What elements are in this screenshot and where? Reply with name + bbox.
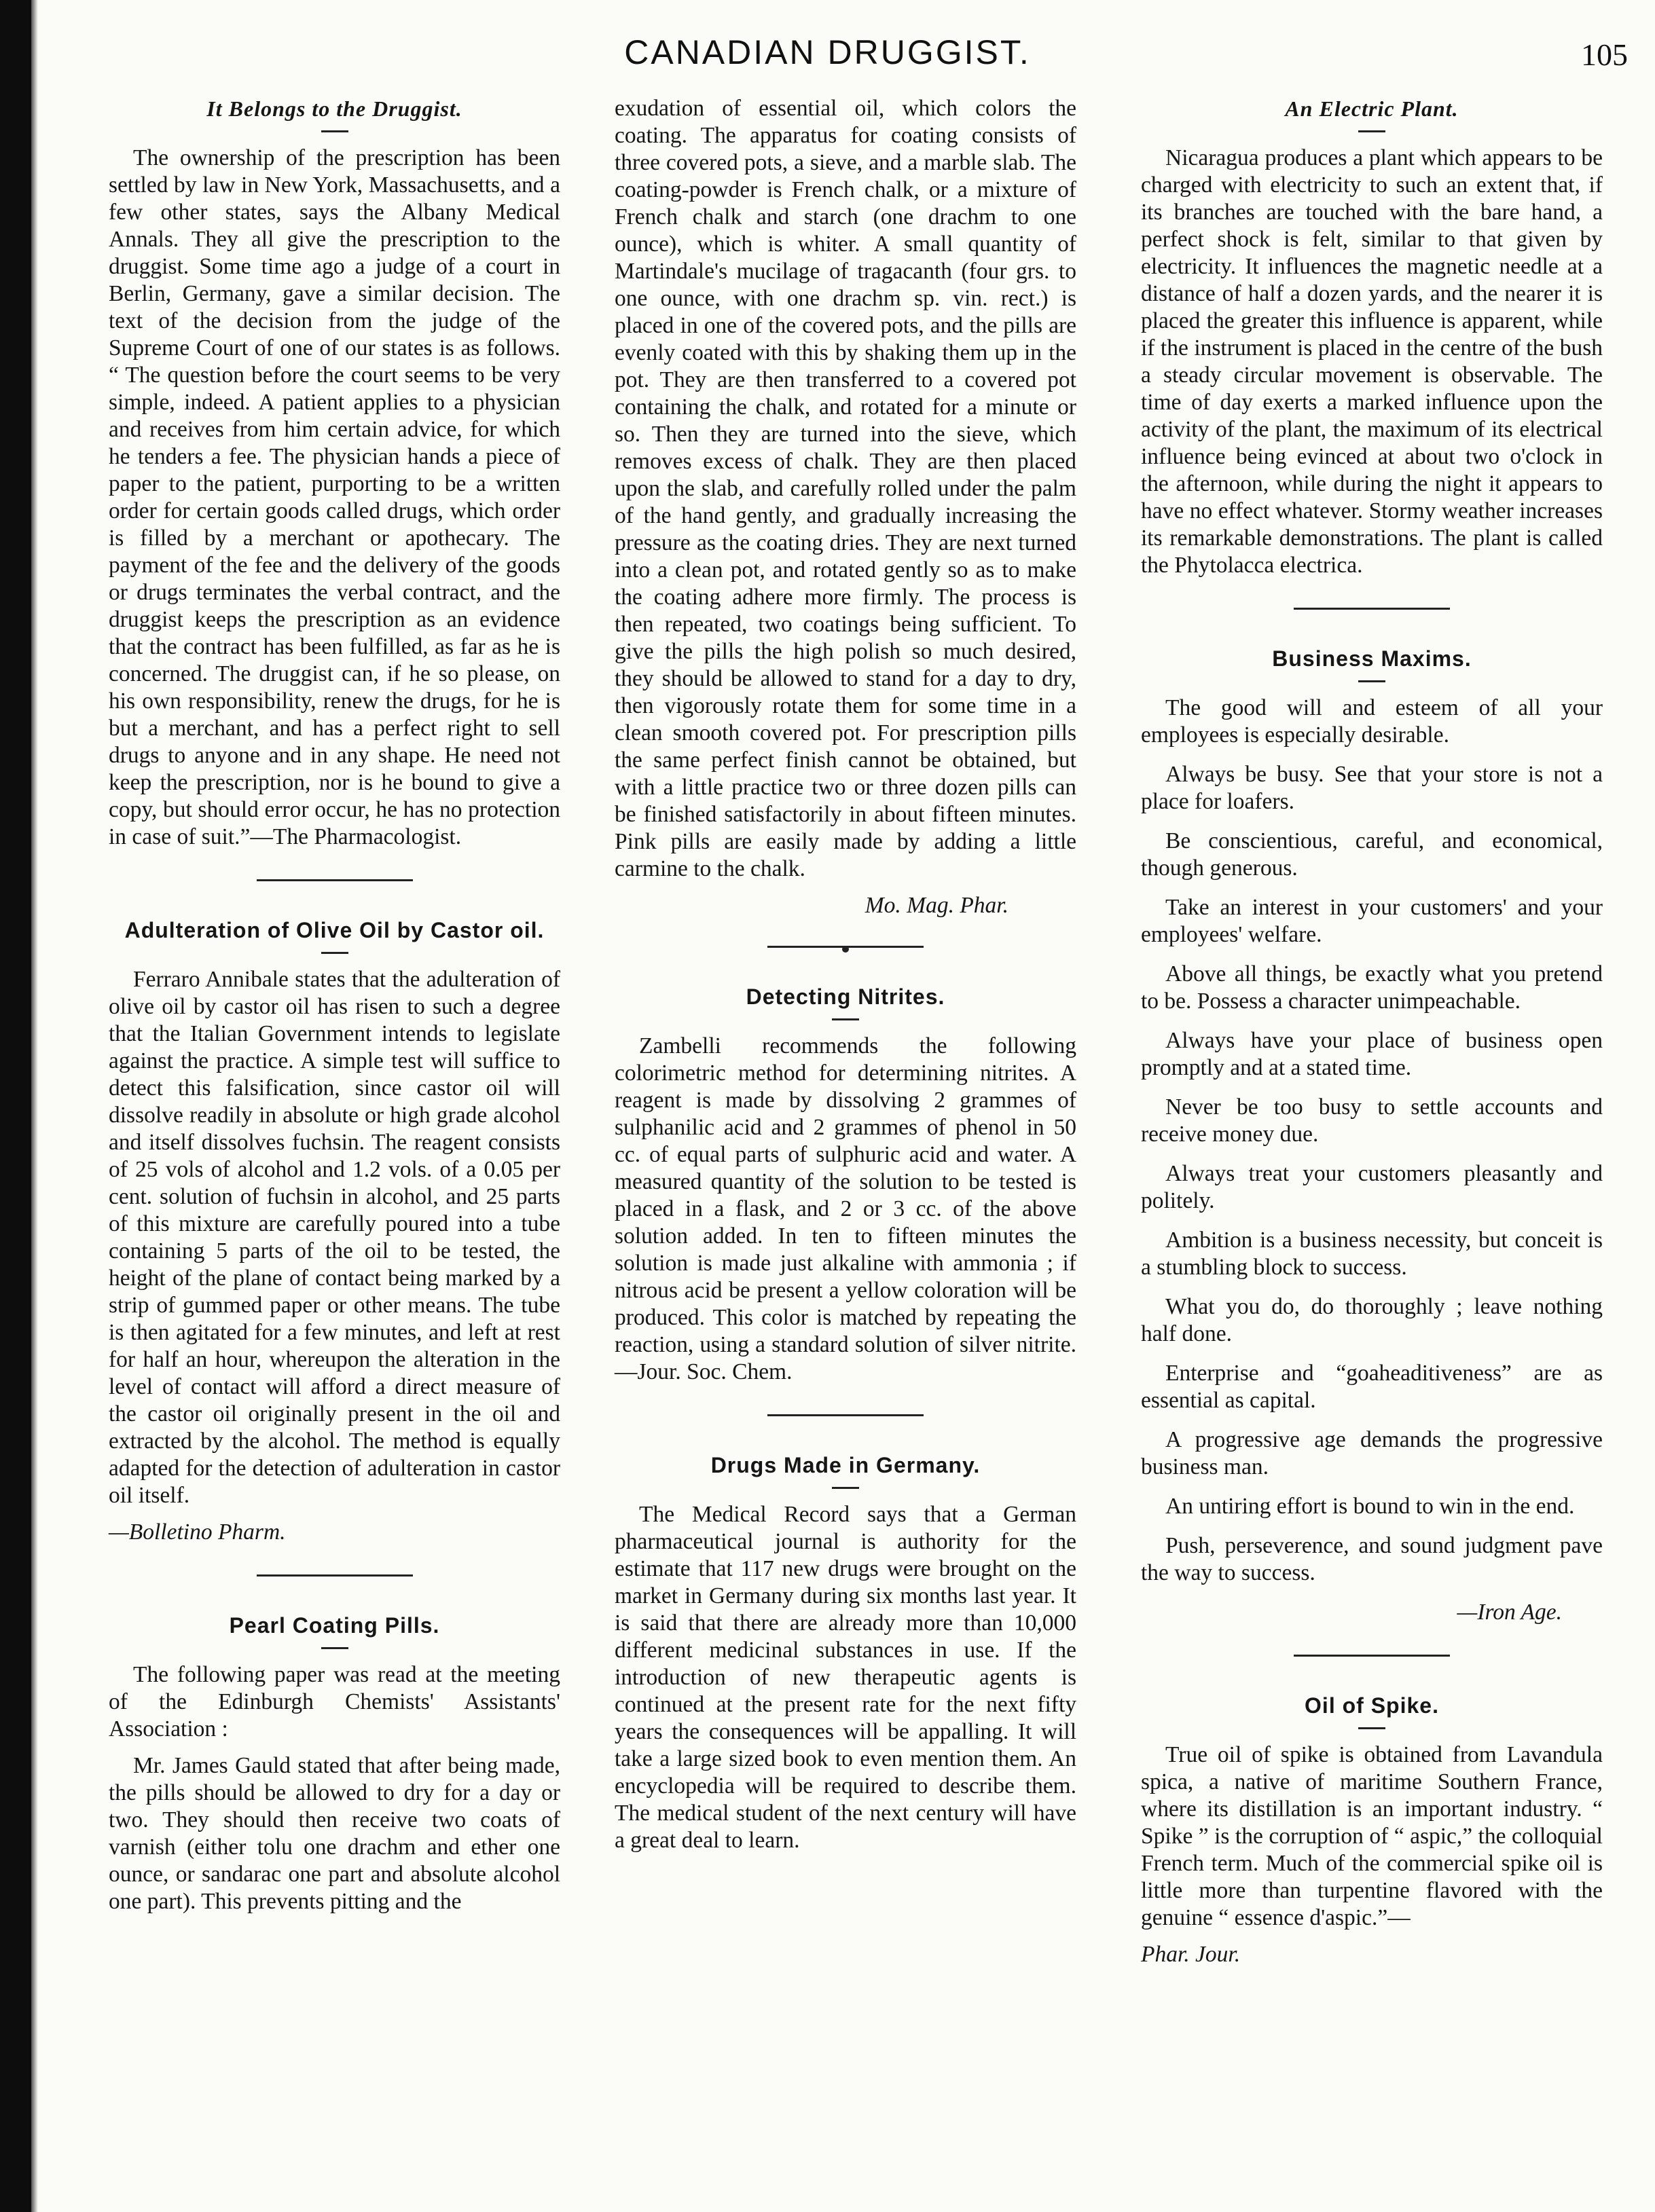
- article-paragraph: Zambelli recommends the following colorimetric method for determining nitrites. A reagent is made by dissolving 2 grammes of sulphanilic acid and 2 grammes of phenol in 50 cc. of equal parts of sulphuric acid and water. A measured quantity of the solution to be tested is placed in a flask, and 2 or 3 cc. of the above solution added. In ten to fifteen minutes the solution is made just alkaline with ammonia ; if nitrous acid be present a yellow coloration will be produced. This color is matched by repeating the reaction, using a standard solution of silver nitrite.—Jour. Soc. Chem.: [615, 1033, 1076, 1384]
- article-source: Mo. Mag. Phar.: [865, 893, 1008, 918]
- maxim-item: Push, perseverence, and sound judgment pave the way to success.: [1141, 1533, 1603, 1585]
- article-paragraph: exudation of essential oil, which colors the coating. The apparatus for coating consists of three covered pots, a sieve, and a marble slab. The coating-powder is French chalk, or a mixture of French chalk and starch (one drachm to one ounce), which is whiter. A small quantity of Martindale's mucilage of tragacanth (four grs. to one ounce, with one drachm sp. vin. rect.) is placed in one of the covered pots, and the pills are evenly coated with this by shaking them up in the pot. They are then transferred to a covered pot containing the chalk, and rotated for a minute or so. Then they are turned into the sieve, which removes excess of chalk. They are then placed upon the slab, and carefully rolled under the palm of the hand gently, and gradually increasing the pressure as the coating dries. They are next turned into a clean pot, and rotated gently so as to make the coating adhere more firmly. The process is then repeated, two coatings being sufficient. To give the pills the high polish so much desired, they should be allowed to stand for a day to dry, then vigorously rotate them for some time in a clean smooth covered pot. For prescription pills the same perfect finish cannot be obtained, but with a little practice two or three dozen pills can be finished satisfactorily in about fifteen minutes. Pink pills are easily made by adding a little carmine to the chalk.: [615, 96, 1076, 881]
- article-paragraph: The Medical Record says that a German pharmaceutical journal is authority for the estimate that 117 new drugs were brought on the market in Germany during six months last year. It is said that there are already more than 10,000 different medicinal substances in use. If the introduction of new therapeutic agents is continued at the present rate for the next fifty years the consequences will be appalling. It will take a large sized book to even mention them. An encyclopedia will be required to describe them. The medical student of the next century will have a great deal to learn.: [615, 1502, 1076, 1853]
- section-divider: [767, 1414, 924, 1416]
- column-2: [615, 95, 1076, 1864]
- journal-title: CANADIAN DRUGGIST.: [624, 33, 1031, 71]
- maxim-item: Above all things, be exactly what you pretend to be. Possess a character unimpeachable.: [1141, 961, 1603, 1014]
- maxim-item: Take an interest in your customers' and your employees' welfare.: [1141, 895, 1603, 947]
- article-source: —Bolletino Pharm.: [109, 1519, 286, 1545]
- maxim-item: Enterprise and “goaheaditiveness” are as essential as capital.: [1141, 1361, 1603, 1413]
- maxim-item: The good will and esteem of all your employees is especially desirable.: [1141, 695, 1603, 748]
- article-title: Adulteration of Olive Oil by Castor oil.: [124, 918, 545, 942]
- maxim-item: Never be too busy to settle accounts and receive money due.: [1141, 1094, 1603, 1147]
- section-divider: [1294, 608, 1450, 610]
- maxim-item: Always treat your customers pleasantly and politely.: [1141, 1161, 1603, 1213]
- title-dash: [832, 1018, 859, 1020]
- title-dash: [832, 1487, 859, 1489]
- title-dash: [321, 952, 348, 954]
- article-paragraph: Nicaragua produces a plant which appears to be charged with electricity to such an extent that, if its branches are touched with the bare hand, a perfect shock is felt, similar to that given by electricity. It influences the magnetic needle at a distance of half a dozen yards, and the nearer it is placed the greater this influence is apparent, while if the instrument is placed in the centre of the bush a steady circular movement is observable. The time of day exerts a marked influence upon the activity of the plant, the maximum of its electrical influence being evinced at about two o'clock in the afternoon, while during the night it appears to have no effect whatever. Stormy weather increases its remarkable demonstrations. The plant is called the Phytolacca electrica.: [1141, 145, 1603, 578]
- column-3: [1141, 95, 1603, 1978]
- article-source: —Iron Age.: [1457, 1600, 1562, 1625]
- maxim-item: Always have your place of business open promptly and at a stated time.: [1141, 1028, 1603, 1080]
- page-header: [0, 33, 1655, 87]
- article-source: Phar. Jour.: [1141, 1942, 1241, 1967]
- page-number: 105: [1581, 37, 1628, 72]
- article-title: Business Maxims.: [1272, 646, 1472, 671]
- title-dash: [1358, 680, 1385, 682]
- title-dash: [321, 1647, 348, 1649]
- binding-edge: [0, 0, 31, 2212]
- section-divider: [1294, 1655, 1450, 1657]
- article-title: It Belongs to the Druggist.: [206, 96, 462, 121]
- article-paragraph: True oil of spike is obtained from Lavandula spica, a native of maritime Southern France, where its distillation is an important industry. “ Spike ” is the corruption of “ aspic,” the colloquial French term. Much of the commercial spike oil is little more than turpentine flavored with the genuine “ essence d'aspic.”—: [1141, 1742, 1603, 1930]
- article-title: An Electric Plant.: [1285, 96, 1459, 121]
- article-paragraph: The following paper was read at the meeting of the Edinburgh Chemists' Assistants' Association :: [109, 1662, 560, 1741]
- article-title: Oil of Spike.: [1305, 1693, 1439, 1718]
- maxim-item: An untiring effort is bound to win in the end.: [1165, 1494, 1575, 1519]
- section-divider: [257, 1574, 413, 1577]
- article-title: Drugs Made in Germany.: [710, 1453, 981, 1477]
- maxim-item: Ambition is a business necessity, but conceit is a stumbling block to success.: [1141, 1228, 1603, 1280]
- article-title: Detecting Nitrites.: [746, 984, 945, 1009]
- title-dash: [1358, 130, 1385, 132]
- title-dash: [1358, 1727, 1385, 1729]
- maxim-item: What you do, do thoroughly ; leave nothing half done.: [1141, 1294, 1603, 1346]
- article-paragraph: The ownership of the prescription has been settled by law in New York, Massachusetts, and a few other states, says the Albany Medical Annals. They all give the prescription to the druggist. Some time ago a judge of a court in Berlin, Germany, gave a similar decision. The text of the decision from the judge of the Supreme Court of one of our states is as follows. “ The question before the court seems to be very simple, indeed. A patient applies to a physician and receives from him certain advice, for which he tenders a fee. The physician hands a piece of paper to the patient, purporting to be a written order for certain goods called drugs, which order is filled by a merchant or apothecary. The payment of the fee and the delivery of the goods or drugs terminates the verbal contract, and the druggist keeps the prescription as an evidence that the contract has been fulfilled, as far as he is concerned. The druggist can, if he so please, on his own responsibility, renew the drugs, for he is but a merchant, and has a perfect right to sell drugs to anyone and in any shape. He need not keep the prescription, nor is he bound to give a copy, but should error occur, he has no protection in case of suit.”—The Pharmacologist.: [109, 145, 560, 849]
- column-1: [109, 95, 560, 1925]
- title-dash: [321, 130, 348, 132]
- article-paragraph: Mr. James Gauld stated that after being made, the pills should be allowed to dry for a day or two. They should then receive two coats of varnish (either tolu one drachm and ether one ounce, or sandarac one part and absolute alcohol one part). This prevents pitting and the: [109, 1753, 560, 1914]
- maxim-item: Always be busy. See that your store is not a place for loafers.: [1141, 762, 1603, 814]
- article-title: Pearl Coating Pills.: [229, 1613, 440, 1638]
- section-divider: [767, 946, 924, 948]
- article-paragraph: Ferraro Annibale states that the adulteration of olive oil by castor oil has risen to such a degree that the Italian Government intends to legislate against the practice. A simple test will suffice to detect this falsification, since castor oil will dissolve readily in absolute or high grade alcohol and itself dissolves fuchsin. The reagent consists of 25 vols of alcohol and 1.2 vols. of a 0.05 per cent. solution of fuchsin in alcohol, and 25 parts of this mixture are carefully poured into a tube containing 5 parts of the oil to be tested, the height of the plane of contact being marked by a strip of gummed paper or other means. The tube is then agitated for a few minutes, and left at rest for half an hour, whereupon the alteration in the level of contact will afford a direct measure of the castor oil originally present in the oil and extracted by the alcohol. The method is equally adapted for the detection of adulteration in castor oil itself.: [109, 967, 560, 1508]
- maxim-item: A progressive age demands the progressive business man.: [1141, 1427, 1603, 1479]
- section-divider: [257, 879, 413, 881]
- maxim-item: Be conscientious, careful, and economical, though generous.: [1141, 828, 1603, 881]
